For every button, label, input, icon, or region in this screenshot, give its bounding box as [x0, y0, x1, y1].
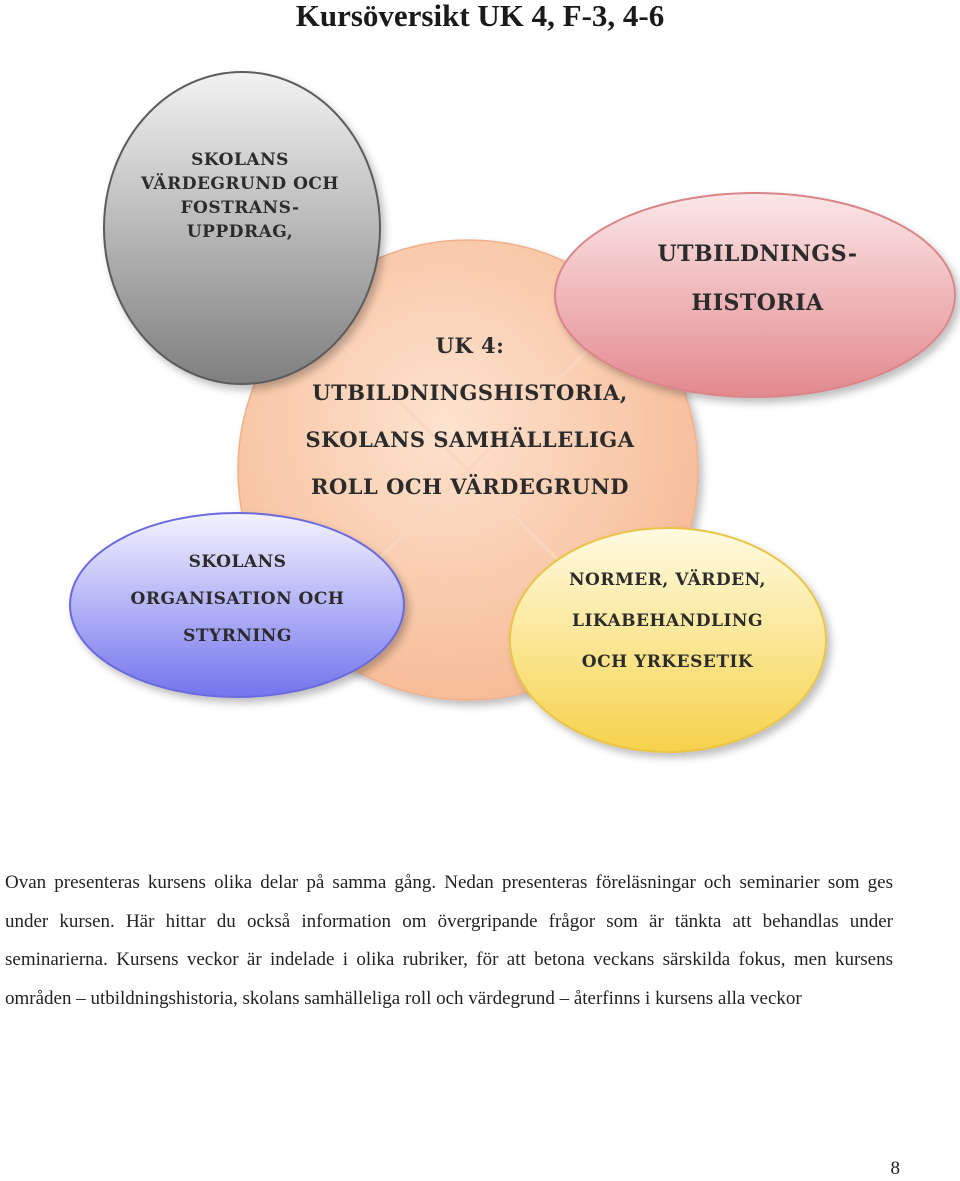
center-label: UK 4: UTBILDNINGSHISTORIA, SKOLANS SAMHÄLLELIGA ROLL OCH VÄRDEGRUND — [305, 333, 635, 499]
course-overview-diagram — [0, 60, 960, 780]
page-title: Kursöversikt UK 4, F-3, 4-6 — [295, 0, 665, 33]
bottom-right-label: NORMER, VÄRDEN, LIKABEHANDLING OCH YRKESETIK — [569, 570, 766, 672]
intro-paragraph: Ovan presenteras kursens olika delar på samma gång. Nedan presenteras föreläsningar och seminarier som ges under kursen. Här hittar du också information om övergripande frågor som är tänkta att behandlas under seminarierna. Kursens veckor är indelade i olika rubriker, för att betona veckans särskilda fokus, men kursens områden – utbildningshistoria, skolans samhälleliga roll och värdegrund – återfinns i kursens alla veckor — [5, 872, 893, 1009]
page-number: 8 — [890, 1158, 900, 1179]
top-left-label: SKOLANS VÄRDEGRUND OCH FOSTRANS- UPPDRAG, — [141, 150, 339, 242]
top-right-label: UTBILDNINGS- HISTORIA — [657, 241, 858, 316]
bottom-left-label: SKOLANS ORGANISATION OCH STYRNING — [130, 552, 345, 646]
